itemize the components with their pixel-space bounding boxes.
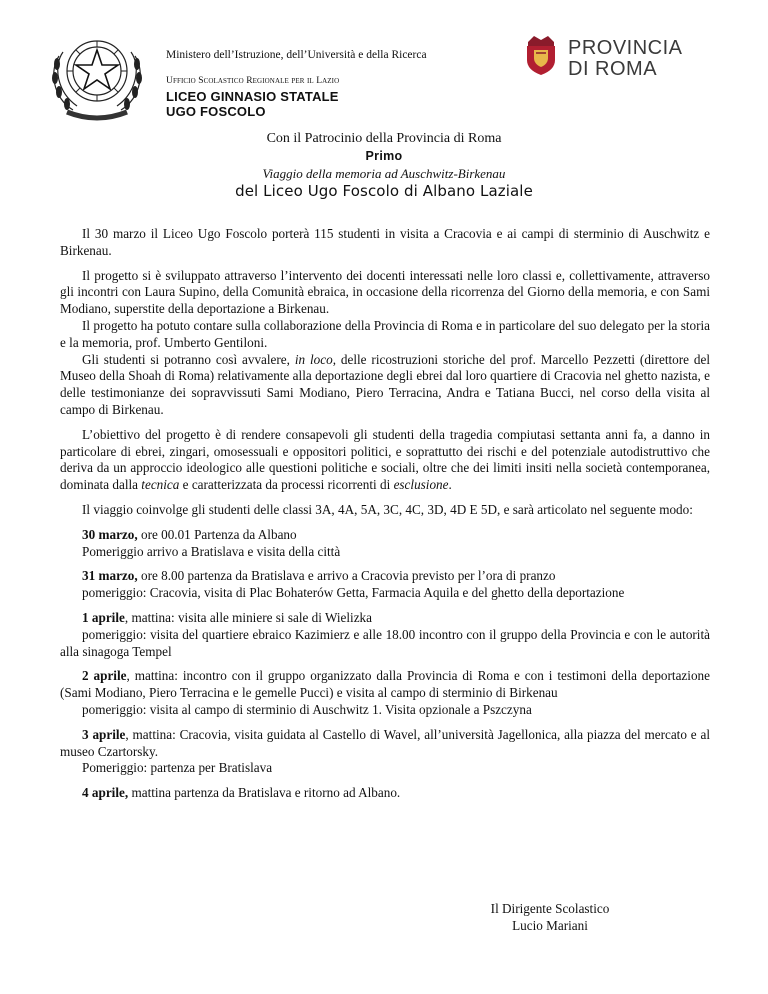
schedule-day-4: 2 aprile, mattina: incontro con il gruppo organizzato dalla Provincia di Roma e con i testimoni della deportazione (Sami Modiano, Piero Terracina e le gemelle Pucci) e visita al campo di sterminio di Birkenau pomeriggio: visita al campo di sterminio di Auschwitz 1. Visita opzionale a Pszczyna: [60, 668, 710, 717]
schedule-day-2: 31 marzo, ore 8.00 partenza da Bratislava e arrivo a Cracovia previsto per l’ora di pranzo pomeriggio: Cracovia, visita di Plac Bohaterów Getta, Farmacia Aquila e del ghetto della deportazione: [82, 568, 625, 601]
ufficio-line: Ufficio Scolastico Regionale per il Lazio: [166, 76, 340, 86]
schedule-day-6: 4 aprile, mattina partenza da Bratislava e ritorno ad Albano.: [82, 785, 401, 801]
provincia-line1: PROVINCIA: [568, 37, 683, 59]
paragraph-obiettivo: L’obiettivo del progetto è di rendere consapevoli gli studenti della tragedia compiutasi settanta anni fa, a danno in particolare di ebrei, zingari, omosessuali e oppositori politici, e soprattutto dei rischi e del potenziale autodistruttivo che deriva da un approccio ideologico alle questioni politiche e sociali, oltre che dei limiti insiti nella società contemporanea, dominata dalla tecnica e caratterizzata da processi ricorrenti di esclusione.: [60, 426, 710, 493]
provincia-logo-text: [568, 38, 683, 80]
liceo-subtitle: del Liceo Ugo Foscolo di Albano Laziale: [235, 182, 533, 200]
title-block: [0, 130, 768, 201]
signature-role: Il Dirigente Scolastico: [490, 901, 610, 916]
paragraph-collaborazione: Il progetto ha potuto contare sulla collaborazione della Provincia di Roma e in particolare del suo delegato per la storia e la memoria, prof. Umberto Gentiloni.: [60, 317, 710, 350]
signature-name: Lucio Mariani: [512, 918, 588, 933]
signature-block: [430, 900, 670, 934]
paragraph-intro: Il 30 marzo il Liceo Ugo Foscolo porterà 115 studenti in visita a Cracovia e ai campi di sterminio di Auschwitz e Birkenau.: [60, 226, 710, 258]
italian-republic-emblem-icon: [43, 26, 151, 124]
patrocinio-line: Con il Patrocinio della Provincia di Roma: [266, 131, 502, 146]
liceo-name-line1: LICEO GINNASIO STATALE: [166, 89, 339, 104]
paragraph-progetto: Il progetto si è sviluppato attraverso l’intervento dei docenti interessati nelle loro classi e, collettivamente, attraverso gli incontri con Laura Supino, della Comunità ebraica, in occasione della ricorrenza del Giorno della memoria, e con Sami Modiano, superstite della deportazione a Birkenau.: [60, 267, 710, 317]
liceo-name-line2: UGO FOSCOLO: [166, 104, 266, 119]
paragraph-studenti: Gli studenti si potranno così avvalere, in loco, delle ricostruzioni storiche del prof. Marcello Pezzetti (direttore del Museo della Shoah di Roma) relativamente alla deportazione degli ebrei dal loro quartiere di Cracovia nel ghetto nazista, e delle testimonianze dei sopravvissuti Sami Modiano, Piero Terracina, Andra e Tatiana Bucci, nel corso della visita al campo di Birkenau.: [60, 351, 710, 417]
letter-body: [60, 226, 710, 802]
viaggio-subtitle: Viaggio della memoria ad Auschwitz-Birkenau: [262, 166, 506, 181]
paragraph-classi: Il viaggio coinvolge gli studenti delle classi 3A, 4A, 5A, 3C, 4C, 3D, 4D E 5D, e sarà articolato nel seguente modo:: [82, 501, 693, 517]
primo-heading: Primo: [365, 149, 403, 163]
schedule-day-3: 1 aprile, mattina: visita alle miniere si sale di Wielizka pomeriggio: visita del quartiere ebraico Kazimierz e alle 18.00 incontro con il gruppo della Provincia e con le autorità alla sinagoga Tempel: [60, 609, 710, 659]
provincia-line2: DI ROMA: [568, 58, 658, 80]
school-header: [166, 48, 486, 119]
provincia-di-roma-shield-icon: [524, 36, 558, 76]
schedule-day-1: 30 marzo, ore 00.01 Partenza da Albano Pomeriggio arrivo a Bratislava e visita della città: [82, 526, 341, 559]
ministero-line: Ministero dell’Istruzione, dell’Università e della Ricerca: [166, 49, 427, 61]
schedule-day-5: 3 aprile, mattina: Cracovia, visita guidata al Castello di Wavel, all’università Jagellonica, alla piazza del mercato e al museo Czartorsky. Pomeriggio: partenza per Bratislava: [60, 726, 710, 776]
